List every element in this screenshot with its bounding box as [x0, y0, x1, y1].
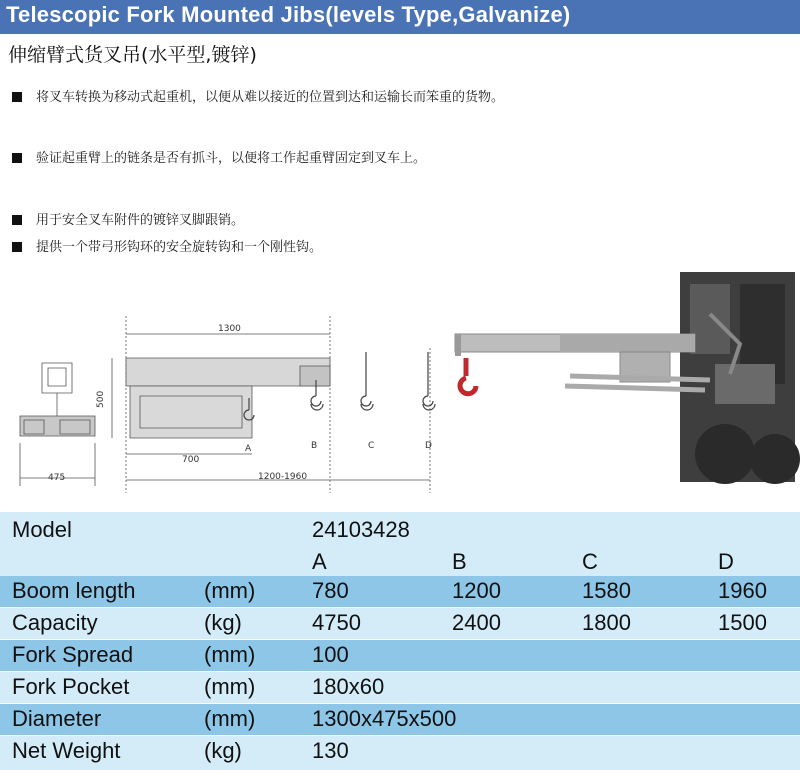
feature-item	[12, 86, 504, 105]
row-value-c: 1800	[582, 610, 631, 635]
row-label: Fork Spread	[12, 642, 134, 667]
row-unit: (kg)	[204, 738, 242, 763]
row-label: Capacity	[12, 610, 98, 635]
table-row	[0, 640, 800, 671]
column-header-b: B	[452, 549, 467, 574]
dim-475-label: 475	[48, 473, 66, 483]
row-value-d: 1960	[718, 578, 767, 603]
column-header-c: C	[582, 549, 598, 574]
side-view-base	[20, 416, 95, 436]
row-unit: (mm)	[204, 674, 256, 699]
hook-label-d: D	[425, 441, 432, 451]
row-label: Fork Pocket	[12, 674, 130, 699]
row-value-b: 1200	[452, 578, 501, 603]
feature-text: 用于安全叉车附件的镀锌叉脚跟销。	[36, 213, 245, 228]
model-value: 24103428	[312, 517, 410, 542]
row-label: Diameter	[12, 706, 102, 731]
row-value: 1300x475x500	[312, 706, 457, 731]
model-header-row	[0, 512, 800, 576]
bullet-square-icon	[12, 242, 22, 252]
dim-700-label: 700	[182, 455, 200, 465]
bullet-square-icon	[12, 92, 22, 102]
feature-text: 验证起重臂上的链条是否有抓斗，以便将工作起重臂固定到叉车上。	[36, 151, 427, 166]
row-unit: (kg)	[204, 610, 242, 635]
hook-label-b: B	[311, 441, 318, 451]
feature-text: 提供一个带弓形钩环的安全旋转钩和一个刚性钩。	[36, 240, 323, 255]
table-row	[0, 736, 800, 770]
bullet-square-icon	[12, 215, 22, 225]
row-value-a: 780	[312, 578, 349, 603]
hook-label-c: C	[368, 441, 375, 451]
feature-item	[12, 147, 426, 166]
row-label: Boom length	[12, 578, 136, 603]
chinese-subtitle: 伸缩臂式货叉吊(水平型,镀锌)	[8, 44, 257, 66]
spec-table	[0, 512, 800, 770]
product-photo	[440, 264, 800, 504]
bullet-square-icon	[12, 153, 22, 163]
row-value-b: 2400	[452, 610, 501, 635]
table-row	[0, 576, 800, 607]
table-row	[0, 672, 800, 703]
table-row	[0, 608, 800, 639]
row-value-d: 1500	[718, 610, 767, 635]
model-label: Model	[12, 517, 72, 542]
red-hook-icon	[460, 358, 476, 394]
header-bar	[0, 0, 800, 34]
fork-pocket-frame	[130, 386, 252, 438]
row-value-a: 4750	[312, 610, 361, 635]
side-view-mast	[42, 363, 72, 393]
feature-text: 将叉车转换为移动式起重机，以便从难以接近的位置到达和运输长而笨重的货物。	[36, 90, 505, 105]
row-value: 100	[312, 642, 349, 667]
page-title: Telescopic Fork Mounted Jibs(levels Type,Galvanize)	[6, 2, 571, 27]
hook-c-icon	[361, 352, 373, 410]
row-label: Net Weight	[12, 738, 121, 763]
feature-item	[12, 236, 322, 255]
row-value: 180x60	[312, 674, 385, 699]
dim-1200-1960-label: 1200-1960	[258, 472, 308, 482]
dim-500-label: 500	[96, 390, 106, 408]
row-value: 130	[312, 738, 349, 763]
feature-item	[12, 209, 244, 228]
boom-body	[126, 358, 330, 386]
technical-drawing	[0, 268, 445, 500]
hook-d-icon	[423, 352, 435, 410]
row-unit: (mm)	[204, 578, 256, 603]
hook-label-a: A	[245, 444, 252, 454]
row-unit: (mm)	[204, 706, 256, 731]
row-unit: (mm)	[204, 642, 256, 667]
dim-1300-label: 1300	[218, 324, 241, 334]
table-row	[0, 704, 800, 735]
row-value-c: 1580	[582, 578, 631, 603]
column-header-a: A	[312, 549, 327, 574]
column-header-d: D	[718, 549, 734, 574]
jib-boom	[455, 334, 710, 390]
